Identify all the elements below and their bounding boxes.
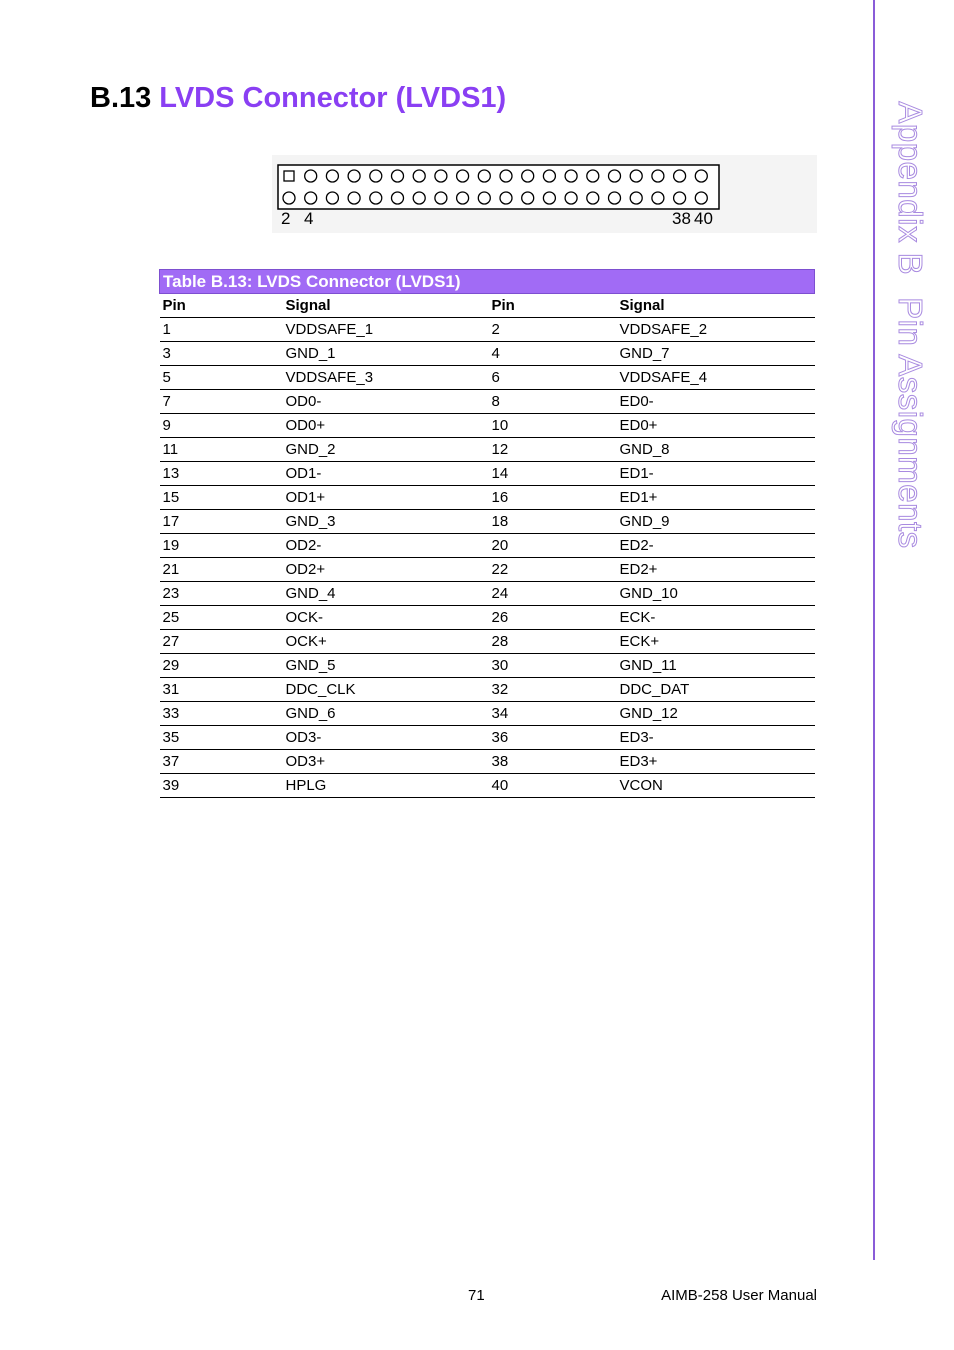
connector-pin — [478, 192, 490, 204]
connector-pin — [674, 192, 686, 204]
signal-name: ED1+ — [617, 486, 815, 510]
pin-number: 9 — [160, 414, 283, 438]
signal-name: VDDSAFE_3 — [283, 366, 489, 390]
pin-number: 40 — [489, 774, 617, 798]
connector-pin — [587, 192, 599, 204]
signal-name: GND_9 — [617, 510, 815, 534]
connector-pin — [609, 192, 621, 204]
signal-name: OD3- — [283, 726, 489, 750]
pin-number: 17 — [160, 510, 283, 534]
signal-name: VCON — [617, 774, 815, 798]
pin-number: 1 — [160, 318, 283, 342]
signal-name: VDDSAFE_2 — [617, 318, 815, 342]
table-row — [160, 366, 815, 390]
pin-1-square — [284, 171, 294, 181]
section-heading — [90, 82, 506, 115]
signal-name: GND_12 — [617, 702, 815, 726]
signal-name: ECK+ — [617, 630, 815, 654]
pin-number: 31 — [160, 678, 283, 702]
header-signal: Signal — [617, 294, 815, 318]
pin-number: 35 — [160, 726, 283, 750]
pin-number: 27 — [160, 630, 283, 654]
connector-pin — [674, 170, 686, 182]
connector-pin — [543, 170, 555, 182]
connector-pin — [305, 170, 317, 182]
connector-pin — [413, 170, 425, 182]
table-row — [160, 582, 815, 606]
table-row — [160, 750, 815, 774]
connector-pin — [326, 192, 338, 204]
table-row — [160, 774, 815, 798]
connector-pin — [392, 192, 404, 204]
side-divider — [873, 0, 875, 1260]
signal-name: OD1+ — [283, 486, 489, 510]
table-row — [160, 318, 815, 342]
pin-number: 5 — [160, 366, 283, 390]
pin-number: 19 — [160, 534, 283, 558]
pin-number: 33 — [160, 702, 283, 726]
connector-pin — [457, 170, 469, 182]
pin-number: 6 — [489, 366, 617, 390]
table-row — [160, 510, 815, 534]
connector-pin — [435, 192, 447, 204]
pin-table — [159, 269, 815, 798]
connector-pin — [587, 170, 599, 182]
pin-number: 7 — [160, 390, 283, 414]
pin-number: 23 — [160, 582, 283, 606]
pin-number: 4 — [489, 342, 617, 366]
table-row — [160, 486, 815, 510]
pin-number: 10 — [489, 414, 617, 438]
signal-name: GND_5 — [283, 654, 489, 678]
connector-pin — [348, 170, 360, 182]
table-row — [160, 630, 815, 654]
connector-pin — [652, 192, 664, 204]
signal-name: OD2- — [283, 534, 489, 558]
signal-name: OD2+ — [283, 558, 489, 582]
pin-number: 22 — [489, 558, 617, 582]
pin-number: 39 — [160, 774, 283, 798]
pin-number: 18 — [489, 510, 617, 534]
connector-pin — [543, 192, 555, 204]
header-pin: Pin — [489, 294, 617, 318]
table-row — [160, 558, 815, 582]
signal-name: ED3+ — [617, 750, 815, 774]
connector-pin — [348, 192, 360, 204]
connector-pin — [283, 192, 295, 204]
signal-name: GND_4 — [283, 582, 489, 606]
connector-diagram — [272, 155, 817, 233]
connector-pin — [609, 170, 621, 182]
signal-name: ED2- — [617, 534, 815, 558]
page-number: 71 — [468, 1287, 485, 1304]
signal-name: GND_6 — [283, 702, 489, 726]
signal-name: ED0- — [617, 390, 815, 414]
signal-name: GND_11 — [617, 654, 815, 678]
signal-name: DDC_DAT — [617, 678, 815, 702]
pin-number: 28 — [489, 630, 617, 654]
signal-name: ED2+ — [617, 558, 815, 582]
table-row — [160, 534, 815, 558]
signal-name: GND_2 — [283, 438, 489, 462]
sidebar-chapter-label — [891, 101, 929, 548]
table-caption: Table B.13: LVDS Connector (LVDS1) — [160, 270, 815, 294]
signal-name: OD3+ — [283, 750, 489, 774]
connector-label-2: 2 — [281, 209, 291, 228]
header-signal: Signal — [283, 294, 489, 318]
signal-name: ECK- — [617, 606, 815, 630]
pin-number: 2 — [489, 318, 617, 342]
pin-number: 21 — [160, 558, 283, 582]
signal-name: VDDSAFE_1 — [283, 318, 489, 342]
signal-name: VDDSAFE_4 — [617, 366, 815, 390]
table-row — [160, 726, 815, 750]
connector-pin — [478, 170, 490, 182]
pin-number: 3 — [160, 342, 283, 366]
connector-pin — [630, 192, 642, 204]
connector-pin — [630, 170, 642, 182]
pin-number: 14 — [489, 462, 617, 486]
pin-number: 38 — [489, 750, 617, 774]
connector-label-40: 40 — [694, 209, 713, 228]
table-row — [160, 438, 815, 462]
signal-name: GND_10 — [617, 582, 815, 606]
connector-pin — [305, 192, 317, 204]
pin-number: 36 — [489, 726, 617, 750]
pin-number: 11 — [160, 438, 283, 462]
connector-pin — [413, 192, 425, 204]
signal-name: DDC_CLK — [283, 678, 489, 702]
signal-name: OD0- — [283, 390, 489, 414]
signal-name: GND_7 — [617, 342, 815, 366]
table-row — [160, 678, 815, 702]
pin-number: 30 — [489, 654, 617, 678]
connector-label-4: 4 — [304, 209, 314, 228]
signal-name: GND_3 — [283, 510, 489, 534]
pin-number: 34 — [489, 702, 617, 726]
table-row — [160, 702, 815, 726]
table-row — [160, 390, 815, 414]
connector-pin — [370, 170, 382, 182]
pin-number: 20 — [489, 534, 617, 558]
signal-name: ED0+ — [617, 414, 815, 438]
connector-pin — [695, 192, 707, 204]
pin-number: 12 — [489, 438, 617, 462]
signal-name: OCK- — [283, 606, 489, 630]
connector-pin — [565, 170, 577, 182]
connector-pin — [500, 170, 512, 182]
connector-pin — [435, 170, 447, 182]
pin-number: 16 — [489, 486, 617, 510]
connector-pin — [522, 192, 534, 204]
connector-pin — [457, 192, 469, 204]
manual-name: AIMB-258 User Manual — [661, 1287, 817, 1304]
signal-name: HPLG — [283, 774, 489, 798]
section-number: B.13 — [90, 82, 152, 114]
signal-name: ED1- — [617, 462, 815, 486]
connector-pin — [392, 170, 404, 182]
pin-number: 26 — [489, 606, 617, 630]
connector-pin — [500, 192, 512, 204]
pin-number: 25 — [160, 606, 283, 630]
connector-pin — [652, 170, 664, 182]
connector-label-38: 38 — [672, 209, 691, 228]
signal-name: GND_8 — [617, 438, 815, 462]
pin-number: 24 — [489, 582, 617, 606]
signal-name: OCK+ — [283, 630, 489, 654]
sidebar-section: Pin Assignments — [892, 297, 929, 549]
table-row — [160, 606, 815, 630]
table-row — [160, 342, 815, 366]
pin-number: 29 — [160, 654, 283, 678]
pin-number: 8 — [489, 390, 617, 414]
connector-pin — [370, 192, 382, 204]
table-row — [160, 654, 815, 678]
header-pin: Pin — [160, 294, 283, 318]
connector-pin — [522, 170, 534, 182]
table-row — [160, 414, 815, 438]
signal-name: OD1- — [283, 462, 489, 486]
pin-number: 13 — [160, 462, 283, 486]
pin-number: 15 — [160, 486, 283, 510]
signal-name: GND_1 — [283, 342, 489, 366]
section-title: LVDS Connector (LVDS1) — [159, 82, 507, 114]
signal-name: OD0+ — [283, 414, 489, 438]
table-row — [160, 462, 815, 486]
pin-number: 32 — [489, 678, 617, 702]
signal-name: ED3- — [617, 726, 815, 750]
pin-number: 37 — [160, 750, 283, 774]
connector-pin — [695, 170, 707, 182]
sidebar-appendix: Appendix B — [892, 101, 929, 276]
connector-pin — [565, 192, 577, 204]
connector-pin — [326, 170, 338, 182]
